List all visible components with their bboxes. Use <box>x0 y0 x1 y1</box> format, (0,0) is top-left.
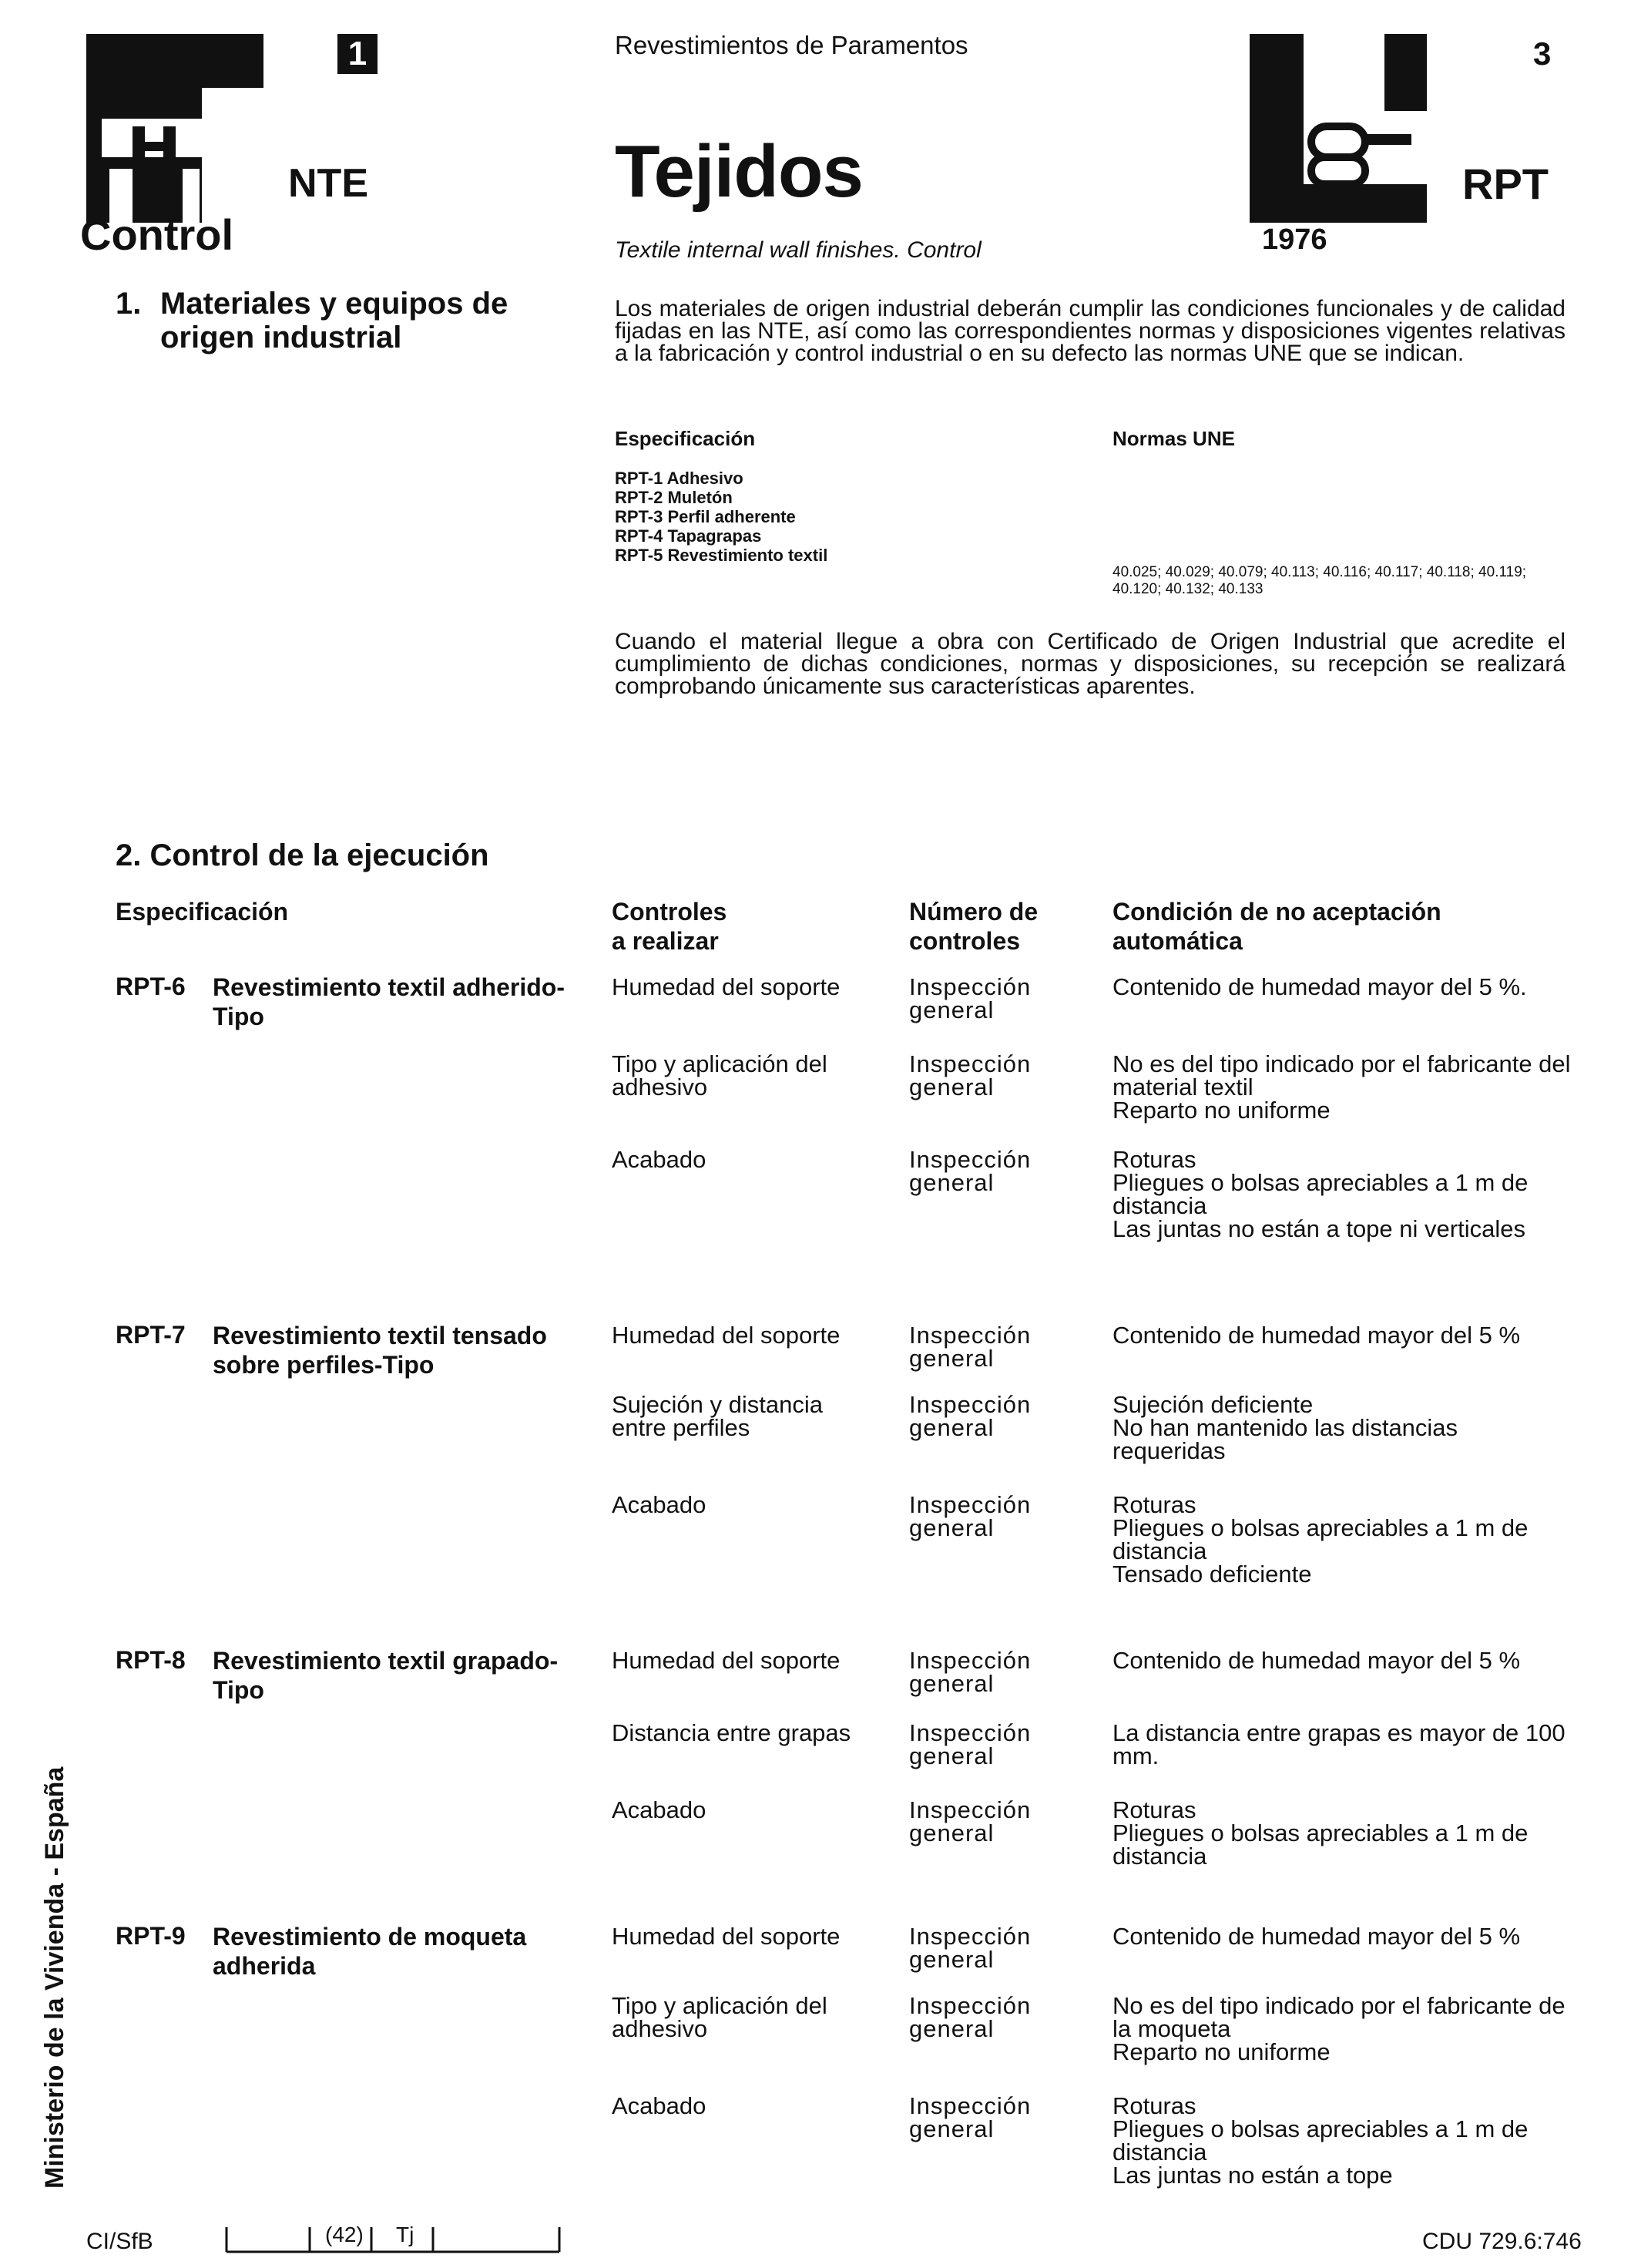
section1-paragraph2: Cuando el material llegue a obra con Certificado de Origen Industrial que acredite el cumplimiento de dichas condiciones, normas y disposiciones, su recepción se realizará comprobando únicamente sus características aparentes. <box>615 629 1565 699</box>
column-header-spec: Especificación <box>116 898 289 926</box>
cisfb-classification-box <box>225 2224 561 2253</box>
rejection-condition: Contenido de humedad mayor del 5 % <box>1112 1322 1521 1349</box>
page-subtitle: Textile internal wall finishes. Control <box>615 237 982 263</box>
control-count: Inspección general <box>909 1992 1032 2042</box>
column-header-controls: Controles a realizar <box>612 898 727 955</box>
control-count: Inspección general <box>909 1719 1032 1769</box>
nte-label: NTE <box>288 161 368 206</box>
control-count: Inspección general <box>909 1923 1032 1973</box>
control-item: Humedad del soporte <box>612 1923 841 1950</box>
spec-item: RPT-2 Muletón <box>615 488 733 507</box>
series-title: Revestimientos de Paramentos <box>615 31 968 59</box>
norms-header: Normas UNE <box>1112 427 1235 450</box>
control-count: Inspección general <box>909 1647 1032 1697</box>
year-label: 1976 <box>1262 223 1327 256</box>
norms-value: 40.025; 40.029; 40.079; 40.113; 40.116; 40.117; 40.118; 40.119; 40.120; 40.132; 40.133 <box>1112 564 1527 597</box>
page-number: 3 <box>1533 35 1552 72</box>
cisfb-label: CI/SfB <box>86 2229 153 2254</box>
control-count: Inspección general <box>909 1491 1032 1541</box>
rejection-condition: No es del tipo indicado por el fabricante del material textil Reparto no uniforme <box>1112 1050 1571 1124</box>
spec-list <box>615 469 827 565</box>
part-badge: 1 <box>337 34 378 74</box>
spec-item: RPT-3 Perfil adherente <box>615 507 796 526</box>
group-code: RPT-6 <box>116 973 186 1000</box>
control-item: Tipo y aplicación del adhesivo <box>612 1050 827 1100</box>
section2-heading: 2. Control de la ejecución <box>116 838 489 872</box>
ministry-label: Ministerio de la Vivienda - España <box>40 1766 69 2189</box>
column-header-condition: Condición de no aceptación automática <box>1112 898 1441 955</box>
rejection-condition: Contenido de humedad mayor del 5 %. <box>1112 973 1527 1000</box>
control-item: Acabado <box>612 1146 706 1173</box>
control-count: Inspección general <box>909 1146 1032 1196</box>
code-label: RPT <box>1462 160 1549 208</box>
page-title: Tejidos <box>615 130 863 213</box>
control-count: Inspección general <box>909 973 1032 1023</box>
control-count: Inspección general <box>909 1050 1032 1100</box>
rejection-condition: Contenido de humedad mayor del 5 % <box>1112 1647 1521 1674</box>
section1-number: 1. <box>116 287 142 321</box>
cdu-code: CDU 729.6:746 <box>1422 2229 1582 2254</box>
control-item: Humedad del soporte <box>612 973 841 1000</box>
group-code: RPT-7 <box>116 1321 186 1349</box>
control-count: Inspección general <box>909 1391 1032 1441</box>
group-name: Revestimiento textil adherido-Tipo <box>213 973 565 1030</box>
cisfb-code-2: Tj <box>396 2223 414 2246</box>
control-item: Tipo y aplicación del adhesivo <box>612 1992 827 2042</box>
rpt-logo-icon <box>1250 34 1427 223</box>
rejection-condition: Roturas Pliegues o bolsas apreciables a 1 m de distancia Tensado deficiente <box>1112 1491 1529 1588</box>
control-count: Inspección general <box>909 2092 1032 2142</box>
rejection-condition: Roturas Pliegues o bolsas apreciables a 1 m de distancia Las juntas no están a tope <box>1112 2092 1529 2189</box>
spec-item: RPT-5 Revestimiento textil <box>615 546 828 565</box>
control-count: Inspección general <box>909 1796 1032 1846</box>
control-item: Acabado <box>612 1796 706 1823</box>
group-code: RPT-8 <box>116 1646 186 1674</box>
section1-heading <box>116 287 578 354</box>
spec-item: RPT-1 Adhesivo <box>615 469 743 488</box>
control-item: Humedad del soporte <box>612 1322 841 1349</box>
rejection-condition: La distancia entre grapas es mayor de 100 mm. <box>1112 1719 1565 1769</box>
column-header-count: Número de controles <box>909 898 1039 955</box>
group-name: Revestimiento de moqueta adherida <box>213 1923 527 1980</box>
spec-item: RPT-4 Tapagrapas <box>615 526 762 546</box>
section-label: Control <box>80 210 234 259</box>
rejection-condition: No es del tipo indicado por el fabricante de la moqueta Reparto no uniforme <box>1112 1992 1565 2065</box>
rejection-condition: Roturas Pliegues o bolsas apreciables a 1 m de distancia <box>1112 1796 1529 1870</box>
group-name: Revestimiento textil tensado sobre perfiles-Tipo <box>213 1322 547 1379</box>
section1-paragraph: Los materiales de origen industrial deberán cumplir las condiciones funcionales y de calidad fijadas en las NTE, así como las correspondientes normas y disposiciones vigentes relativas a la fabricación y control industrial o en su defecto las normas UNE que se indican. <box>615 296 1565 366</box>
section1-title-line1: Materiales y equipos de <box>160 287 508 321</box>
cisfb-code-1: (42) <box>325 2223 364 2246</box>
control-item: Acabado <box>612 1491 706 1518</box>
control-item: Distancia entre grapas <box>612 1719 851 1746</box>
rejection-condition: Sujeción deficiente No han mantenido las distancias requeridas <box>1112 1391 1458 1464</box>
group-name: Revestimiento textil grapado-Tipo <box>213 1647 559 1704</box>
control-count: Inspección general <box>909 1322 1032 1372</box>
nte-logo-icon <box>86 34 263 223</box>
control-item: Humedad del soporte <box>612 1647 841 1674</box>
spec-header: Especificación <box>615 427 756 450</box>
control-item: Acabado <box>612 2092 706 2119</box>
control-item: Sujeción y distancia entre perfiles <box>612 1391 823 1441</box>
rejection-condition: Roturas Pliegues o bolsas apreciables a 1 m de distancia Las juntas no están a tope ni verticales <box>1112 1146 1529 1242</box>
rejection-condition: Contenido de humedad mayor del 5 % <box>1112 1923 1521 1950</box>
section1-title-line2: origen industrial <box>160 321 402 354</box>
group-code: RPT-9 <box>116 1922 186 1950</box>
